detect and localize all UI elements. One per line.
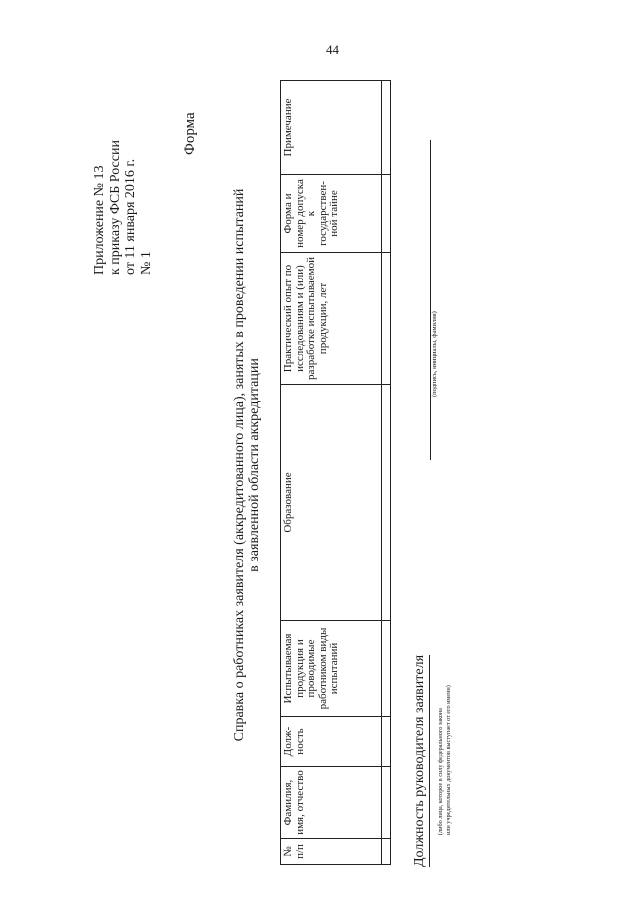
title-line-1: Справка о работниках заявителя (аккредитованного лица), занятых в проведении испытаний bbox=[232, 188, 247, 742]
director-position-label: Должность руководителя заявителя bbox=[412, 655, 430, 867]
staff-table bbox=[280, 80, 391, 865]
signature-caption: (подпись, инициалы, фамилия) bbox=[431, 311, 438, 397]
table-cell bbox=[382, 839, 391, 865]
column-header: Фамилия, имя, отчество bbox=[281, 767, 382, 839]
table-cell bbox=[382, 767, 391, 839]
director-note-line-1: (либо лица, которое в силу федерального закона bbox=[437, 708, 444, 835]
page-number: 44 bbox=[326, 42, 339, 57]
form-label: Форма bbox=[182, 112, 198, 155]
column-header: Форма и номер допуска к государствен-ной тайне bbox=[281, 175, 382, 253]
column-header: Практический опыт по исследованиям и (или) разработке испытываемой продукции, лет bbox=[281, 253, 382, 385]
header-line: № 1 bbox=[138, 251, 154, 275]
table-cell bbox=[382, 253, 391, 385]
column-header: Испытываемая продукция и проводимые работником виды испытаний bbox=[281, 621, 382, 717]
table-cell bbox=[382, 175, 391, 253]
table-cell bbox=[382, 717, 391, 767]
header-line: к приказу ФСБ России bbox=[107, 140, 123, 275]
table-cell bbox=[382, 385, 391, 621]
document-title bbox=[232, 55, 262, 875]
column-header: Образование bbox=[281, 385, 382, 621]
column-header: Долж-ность bbox=[281, 717, 382, 767]
header-line: от 11 января 2016 г. bbox=[123, 158, 138, 275]
title-line-2: в заявленной области аккредитации bbox=[247, 358, 262, 572]
table-header-row bbox=[281, 81, 382, 865]
table-row bbox=[382, 81, 391, 865]
header-line: Приложение № 13 bbox=[92, 165, 107, 275]
column-header: Примечание bbox=[281, 81, 382, 175]
rotated-form-sheet bbox=[92, 75, 452, 875]
column-header: № п/п bbox=[281, 839, 382, 865]
director-note-line-2: или учредительных документов выступает от его имени) bbox=[445, 685, 452, 835]
signature-line bbox=[430, 140, 431, 460]
table-cell bbox=[382, 621, 391, 717]
director-note bbox=[437, 685, 453, 835]
appendix-header bbox=[92, 85, 154, 275]
table-cell bbox=[382, 81, 391, 175]
